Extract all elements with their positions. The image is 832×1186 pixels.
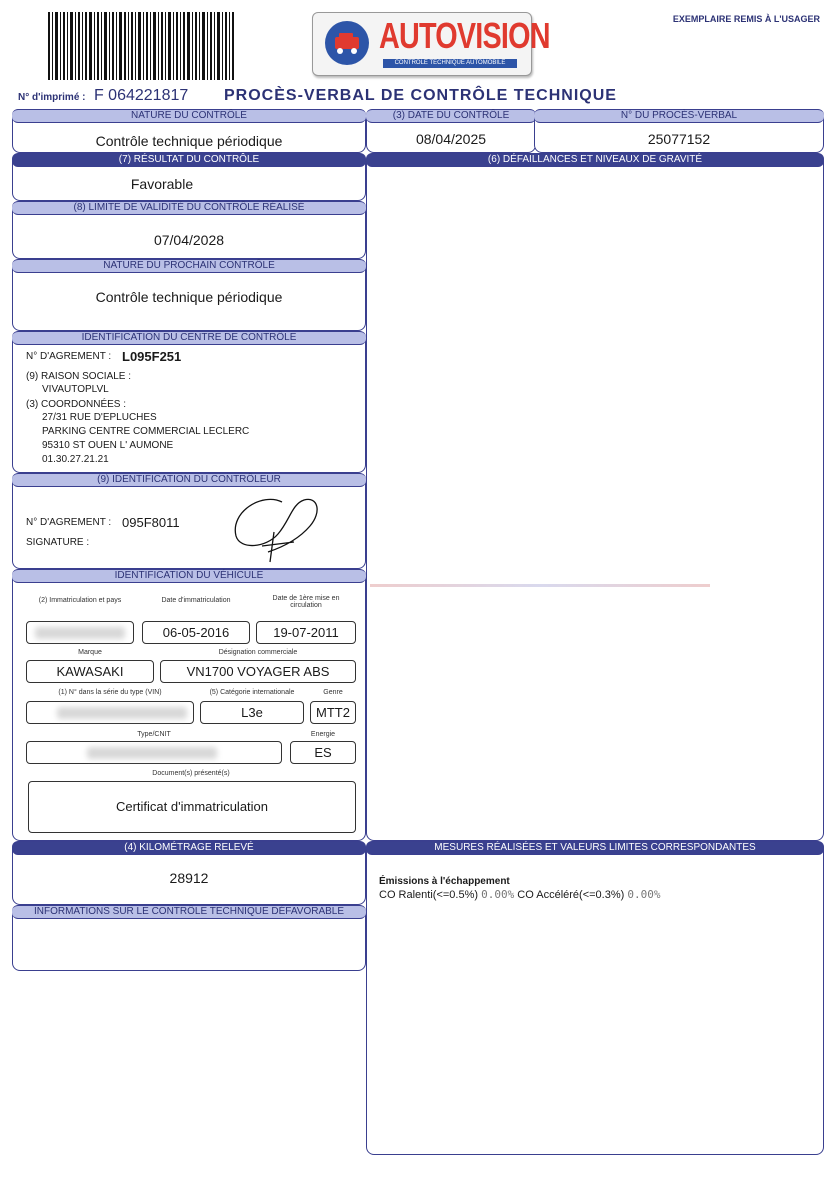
barcode [48,12,234,80]
centre-raison-value: VIVAUTOPLVL [42,384,109,395]
prochain-value: Contrôle technique périodique [95,289,283,305]
date-first-label: Date de 1ère mise en circulation [272,595,340,609]
centre-agrement-label: N° D'AGREMENT : [26,351,112,362]
date-first-field: 19-07-2011 [256,621,356,644]
nature-header: NATURE DU CONTRÔLE [12,109,366,123]
marque-field: KAWASAKI [26,660,154,683]
defaillances-header: (6) DÉFAILLANCES ET NIVEAUX DE GRAVITÉ [366,153,824,167]
controleur-header: (9) IDENTIFICATION DU CONTRÔLEUR [12,473,366,487]
type-redacted [87,747,217,759]
centre-agrement-value: L095F251 [122,349,182,364]
barcode-bars [48,12,234,80]
date-value: 08/04/2025 [415,131,487,147]
designation-label: Désignation commerciale [218,649,298,656]
resultat-header: (7) RÉSULTAT DU CONTRÔLE [12,153,366,167]
vin-field [26,701,194,724]
centre-raison-label: (9) RAISON SOCIALE : [26,371,132,382]
mesures-header: MESURES RÉALISÉES ET VALEURS LIMITES CORRESPONDANTES [366,841,824,855]
energie-field: ES [290,741,356,764]
copy-label: EXEMPLAIRE REMIS À L'USAGER [672,14,820,24]
type-field [26,741,282,764]
date-immat-label: Date d'immatriculation [161,597,231,604]
prochain-header: NATURE DU PROCHAIN CONTRÔLE [12,259,366,273]
logo-car-icon [325,21,369,65]
marque-label: Marque [78,649,102,656]
date-immat-field: 06-05-2016 [142,621,250,644]
co-accelere-label: CO Accéléré(<=0.3%) [517,889,625,901]
validite-header: (8) LIMITE DE VALIDITÉ DU CONTRÔLE RÉALISÉ [12,201,366,215]
vin-label: (1) N° dans la série du type (VIN) [58,689,162,696]
vin-redacted [57,707,187,719]
type-label: Type/CNIT [137,731,171,738]
centre-address3: 95310 ST OUEN L' AUMONE [42,440,174,451]
printed-number-label: N° d'imprimé : [18,92,86,103]
centre-address1: 27/31 RUE D'EPLUCHES [42,412,157,423]
co-ralenti-label: CO Ralenti(<=0.5%) [379,889,479,901]
autovision-logo [312,12,550,76]
immat-field [26,621,134,644]
printed-number-value: F 064221817 [93,87,189,104]
km-value: 28912 [169,870,209,886]
emissions-title: Émissions à l'échappement [379,876,510,887]
categorie-label: (5) Catégorie internationale [209,689,295,696]
co-ralenti-value: 0.00% [481,888,515,901]
documents-field: Certificat d'immatriculation [28,781,356,833]
centre-address2: PARKING CENTRE COMMERCIAL LECLERC [42,426,250,437]
centre-coord-label: (3) COORDONNÉES : [26,399,127,410]
printed-number-row [18,87,188,105]
emissions-row [379,888,660,901]
immat-redacted [35,627,125,639]
logo-wordmark: AUTOVISION [379,15,550,56]
controleur-agrement-value: 095F8011 [122,515,180,530]
vehicule-header: IDENTIFICATION DU VÉHICULE [12,569,366,583]
controleur-agrement-label: N° D'AGREMENT : [26,517,112,528]
genre-label: Genre [323,689,343,696]
controleur-signature-label: SIGNATURE : [26,537,90,548]
co-accelere-value: 0.00% [627,888,661,901]
defavorable-header: INFORMATIONS SUR LE CONTRÔLE TECHNIQUE DÉFAVORABLE [12,905,366,919]
immat-label: (2) Immatriculation et pays [38,597,122,604]
logo-emblem-icon [325,21,369,65]
defaillances-panel [366,153,824,841]
designation-field: VN1700 VOYAGER ABS [160,660,356,683]
categorie-field: L3e [200,701,304,724]
nature-value: Contrôle technique périodique [95,133,283,149]
genre-field: MTT2 [310,701,356,724]
pv-value: 25077152 [647,131,711,147]
logo-subtitle: CONTROLE TECHNIQUE AUTOMOBILE [383,59,517,68]
date-header: (3) DATE DU CONTRÔLE [366,109,536,123]
centre-header: IDENTIFICATION DU CENTRE DE CONTRÔLE [12,331,366,345]
documents-label: Document(s) présenté(s) [152,770,230,777]
validite-value: 07/04/2028 [153,232,225,248]
energie-label: Energie [310,731,336,738]
document-title: PROCÈS-VERBAL DE CONTRÔLE TECHNIQUE [224,87,617,104]
centre-phone: 01.30.27.21.21 [42,454,109,465]
defaillances-scan-artifact [370,584,710,587]
km-header: (4) KILOMÉTRAGE RELEVÉ [12,841,366,855]
resultat-value: Favorable [130,176,194,192]
signature-drawing [222,492,332,564]
pv-header: N° DU PROCÈS-VERBAL [534,109,824,123]
